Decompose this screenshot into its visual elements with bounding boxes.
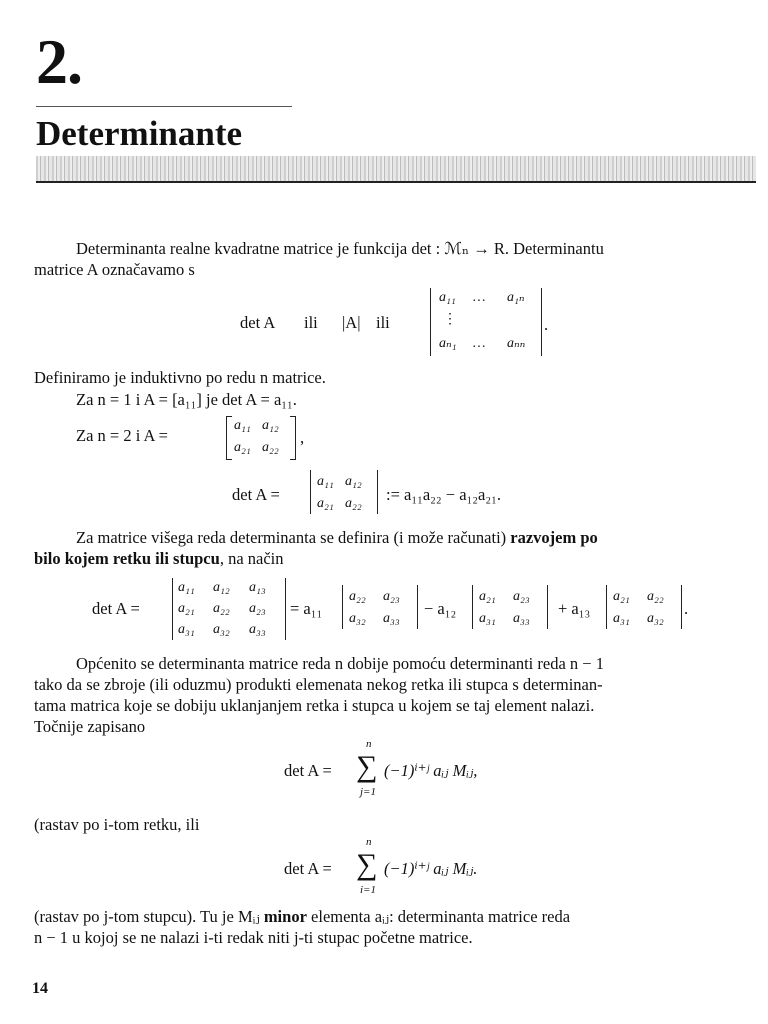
m13-c: a₃₁ [613,611,630,626]
d3-a31: a₃₁ [178,622,195,637]
eq1-period: . [544,315,549,334]
paragraph-general-line2: tako da se zbroje (ili oduzmu) produkti elemenata nekog retka ili stupca s determinan- [34,675,603,694]
case-n1: Za n = 1 i A = [a₁₁] je det A = a₁₁. [76,390,297,409]
m13-b: a₂₂ [647,589,664,604]
eq3-period: . [684,599,689,618]
general-determinant [430,288,542,356]
minor-text-a: (rastav po j-tom stupcu). Tu je Mᵢⱼ [34,907,260,926]
case-n2: Za n = 2 i A = [76,426,168,445]
minor-13 [606,585,682,629]
expansion-bold-2: bilo kojem retku ili stupcu [34,549,220,568]
d3-a22: a₂₂ [213,601,230,616]
minor-bold: minor [263,907,307,926]
d3-a32: a₃₂ [213,622,230,637]
d3-a21: a₂₁ [178,601,195,616]
d3-a33: a₃₃ [249,622,266,637]
eq1-ili-1: ili [304,313,318,332]
eq3-plus-a13: + a₁₃ [558,599,591,618]
decorative-band [36,156,756,182]
bracket-left [226,416,232,460]
eq3-eq-a11: = a₁₁ [290,599,323,618]
chapter-number: 2. [36,26,82,97]
cell-an1: aₙ₁ [439,336,457,351]
sum1-term: (−1)ⁱ⁺ʲ aᵢⱼ Mᵢⱼ, [384,761,478,780]
paragraph-expansion-line1 [76,527,598,548]
d3-a12: a₁₂ [213,580,230,595]
paragraph-general-line1: Općenito se determinanta matrice reda n dobije pomoću determinanti reda n − 1 [76,654,604,673]
m12-c: a₃₁ [479,611,496,626]
heading-rule [36,106,292,107]
sum1-lhs: det A = [284,761,332,780]
minor-11 [342,585,418,629]
det-3x3 [172,578,286,640]
d3-a23: a₂₃ [249,601,266,616]
cell-a1n: a₁ₙ [507,290,525,305]
expansion-tail: , na način [219,549,284,568]
m11-b: a₂₃ [383,589,400,604]
m2-comma: , [300,428,305,447]
minor-text-c: elementa aᵢⱼ: determinanta matrice reda [311,907,571,926]
m2-a21: a₂₁ [234,440,251,455]
eq2-rhs: := a₁₁a₂₂ − a₁₂a₂₁. [386,485,502,504]
sum1-upper: n [366,738,372,750]
cell-dots-top: … [473,290,486,305]
det-2x2 [310,470,378,514]
eq1-det: det A [240,313,276,332]
paragraph-row-expansion: (rastav po i-tom retku, ili [34,815,200,834]
expansion-text: Za matrice višega reda determinanta se definira (i može računati) [76,528,507,547]
m13-a: a₂₁ [613,589,630,604]
d2-a22: a₂₂ [345,496,362,511]
sum2-lower: i=1 [360,884,376,896]
paragraph-inductive: Definiramo je induktivno po redu n matrice. [34,368,326,387]
m12-a: a₂₁ [479,589,496,604]
d2-a21: a₂₁ [317,496,334,511]
d2-a12: a₁₂ [345,474,362,489]
m13-d: a₃₂ [647,611,664,626]
d3-a11: a₁₁ [178,580,195,595]
eq2-lhs: det A = [232,485,280,504]
sum2-upper: n [366,836,372,848]
m2-a11: a₁₁ [234,418,251,433]
paragraph-minor-line1 [34,906,570,927]
sum2-sigma: ∑ [356,848,378,881]
paragraph-general-line3: tama matrica koje se dobiju uklanjanjem retka i stupca u kojem se taj element nalazi. [34,696,595,715]
page-number: 14 [32,980,48,997]
d3-a13: a₁₃ [249,580,266,595]
cell-a11: a₁₁ [439,290,456,305]
chapter-title: Determinante [36,114,243,153]
paragraph-expansion-line2 [34,548,284,569]
m2-a12: a₁₂ [262,418,279,433]
eq3-lhs: det A = [92,599,140,618]
m11-a: a₂₂ [349,589,366,604]
paragraph-general-line4: Točnije zapisano [34,717,146,736]
eq3-minus-a12: − a₁₂ [424,599,457,618]
sum1-sigma: ∑ [356,750,378,783]
m12-b: a₂₃ [513,589,530,604]
eq1-ili-2: ili [376,313,390,332]
paragraph-intro-line2: matrice A označavamo s [34,260,195,279]
m12-d: a₃₃ [513,611,530,626]
expansion-bold-1: razvojem po [510,528,598,547]
minor-12 [472,585,548,629]
eq1-abs-a: |A| [342,313,361,332]
m2-a22: a₂₂ [262,440,279,455]
bracket-right [290,416,296,460]
band-underline [36,181,756,183]
sum2-term: (−1)ⁱ⁺ʲ aᵢⱼ Mᵢⱼ. [384,859,478,878]
sum2-lhs: det A = [284,859,332,878]
paragraph-minor-line2: n − 1 u kojoj se ne nalazi i-ti redak niti j-ti stupac početne matrice. [34,928,473,947]
cell-ann: aₙₙ [507,336,526,351]
sum1-lower: j=1 [360,786,376,798]
cell-dots-bottom: … [473,336,486,351]
m11-d: a₃₃ [383,611,400,626]
cell-vdots: ⋮ [443,312,457,327]
paragraph-intro-line1: Determinanta realne kvadratne matrice je funkcija det : ℳₙ → R. Determinantu [76,239,604,258]
m11-c: a₃₂ [349,611,366,626]
d2-a11: a₁₁ [317,474,334,489]
